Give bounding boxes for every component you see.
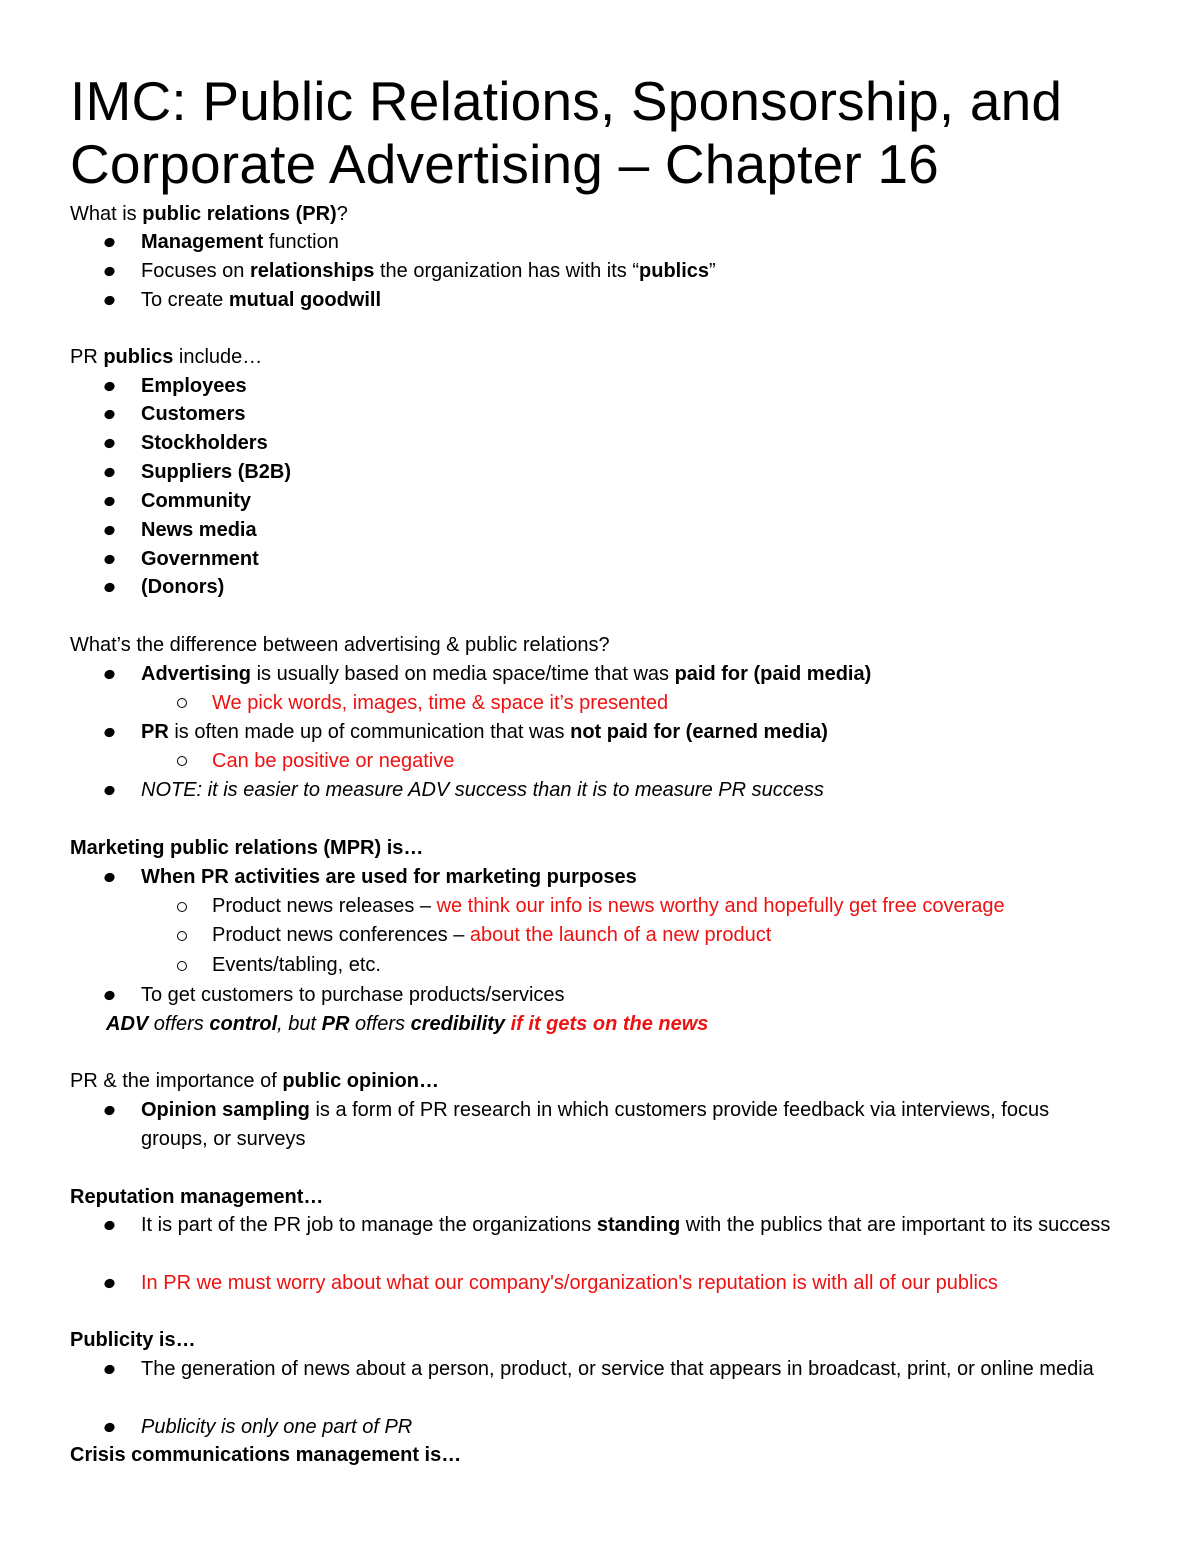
text-run: Opinion sampling <box>141 1099 310 1121</box>
bullet-icon <box>103 438 116 450</box>
text-run: What is <box>70 203 143 225</box>
text-run: standing <box>596 1214 681 1236</box>
public-opinion-heading <box>70 1067 1170 1096</box>
circle-bullet-icon <box>177 698 187 708</box>
list-item: Stockholders <box>141 432 268 454</box>
list-item: News media <box>141 519 257 541</box>
text-run: paid for (paid media) <box>674 663 872 685</box>
bullet-icon <box>103 582 116 594</box>
text-run: ? <box>336 203 348 225</box>
list-item: Government <box>141 548 259 570</box>
bullet-icon <box>103 295 116 307</box>
sub-list-item: Events/tabling, etc. <box>212 954 381 976</box>
bullet-icon <box>103 1278 116 1290</box>
bullet-icon <box>103 237 116 249</box>
bullet-icon <box>103 785 116 797</box>
text-run: is usually based on media space/time that was <box>251 663 675 685</box>
circle-bullet-icon <box>177 961 187 971</box>
list-item <box>141 286 1200 315</box>
text-run: Advertising <box>141 663 252 685</box>
list-item <box>141 718 1200 747</box>
text-run: with the publics that are important to its success <box>680 1214 1111 1236</box>
circle-bullet-icon <box>177 756 187 766</box>
page-title: IMC: Public Relations, Sponsorship, and Corporate Advertising – Chapter 16 <box>70 70 1063 195</box>
adv-vs-pr-note <box>106 1010 1200 1039</box>
mpr-heading: Marketing public relations (MPR) is… <box>70 837 424 859</box>
text-run: ” <box>709 260 716 282</box>
list-item <box>141 228 1200 257</box>
list-item: Community <box>141 490 251 512</box>
text-run: public relations (PR) <box>142 203 337 225</box>
reputation-heading: Reputation management… <box>70 1186 324 1208</box>
bullet-icon <box>103 381 116 393</box>
text-run: mutual goodwill <box>228 289 382 311</box>
publics-heading <box>70 343 1170 372</box>
bullet-icon <box>103 872 116 884</box>
text-run: about the launch of a new product <box>469 924 772 946</box>
note-item: NOTE: it is easier to measure ADV success than it is to measure PR success <box>141 779 824 801</box>
text-run: if it gets on the news <box>505 1013 709 1035</box>
bullet-icon <box>103 1364 116 1376</box>
bullet-icon <box>103 525 116 537</box>
text-run: we think our info is news worthy and hopefully get free coverage <box>436 895 1005 917</box>
text-run: PR <box>141 721 169 743</box>
list-item <box>141 1096 1121 1154</box>
bullet-icon <box>103 727 116 739</box>
text-run: not paid for (earned media) <box>570 721 828 743</box>
list-item: When PR activities are used for marketing purposes <box>141 866 637 888</box>
bullet-icon <box>103 409 116 421</box>
text-run: It is part of the PR job to manage the organizations <box>141 1214 597 1236</box>
sub-list-item: Can be positive or negative <box>212 750 455 772</box>
bullet-icon <box>103 496 116 508</box>
text-run: PR <box>70 346 104 368</box>
text-run: , but <box>277 1013 322 1035</box>
bullet-icon <box>103 1105 116 1117</box>
text-run: the organization has with its “ <box>374 260 640 282</box>
bullet-icon <box>103 1422 116 1434</box>
bullet-icon <box>103 669 116 681</box>
text-run: Management <box>141 231 264 253</box>
pr-question <box>70 200 1170 229</box>
publicity-heading: Publicity is… <box>70 1329 196 1351</box>
sub-list-item: We pick words, images, time & space it’s presented <box>212 692 669 714</box>
bullet-icon <box>103 554 116 566</box>
text-run: PR & the importance of <box>70 1070 283 1092</box>
text-run: control <box>209 1013 278 1035</box>
text-run: function <box>263 231 339 253</box>
list-item <box>141 1211 1121 1240</box>
crisis-heading: Crisis communications management is… <box>70 1444 462 1466</box>
text-run: Product news conferences – <box>212 924 470 946</box>
list-item: (Donors) <box>141 576 225 598</box>
text-run: offers <box>148 1013 210 1035</box>
text-run: publics <box>103 346 174 368</box>
text-run: include… <box>173 346 263 368</box>
text-run: offers <box>349 1013 411 1035</box>
sub-list-item <box>212 892 1200 921</box>
bullet-icon <box>103 1220 116 1232</box>
circle-bullet-icon <box>177 902 187 912</box>
bullet-icon <box>103 266 116 278</box>
note-item: Publicity is only one part of PR <box>141 1416 413 1438</box>
text-run: PR <box>321 1013 350 1035</box>
list-item <box>141 257 1200 286</box>
circle-bullet-icon <box>177 931 187 941</box>
text-run: Product news releases – <box>212 895 437 917</box>
difference-heading: What’s the difference between advertising & public relations? <box>70 634 610 656</box>
text-run: ADV <box>106 1013 149 1035</box>
text-run: To create <box>141 289 229 311</box>
text-run: is a form of PR research in which customers provide feedback via interviews, focus groups, or surveys <box>141 1099 1050 1150</box>
text-run: relationships <box>249 260 375 282</box>
list-item: To get customers to purchase products/services <box>141 984 565 1006</box>
text-run: credibility <box>410 1013 506 1035</box>
text-run: public opinion… <box>282 1070 439 1092</box>
bullet-icon <box>103 467 116 479</box>
sub-list-item <box>212 921 1200 950</box>
list-item: Customers <box>141 403 246 425</box>
text-run: Focuses on <box>141 260 250 282</box>
list-item: Employees <box>141 375 247 397</box>
text-run: is often made up of communication that was <box>168 721 571 743</box>
list-item: In PR we must worry about what our company's/organization's reputation is with all of our publics <box>141 1272 998 1294</box>
list-item: Suppliers (B2B) <box>141 461 292 483</box>
list-item <box>141 660 1200 689</box>
list-item: The generation of news about a person, product, or service that appears in broadcast, print, or online media <box>141 1358 1094 1380</box>
text-run: publics <box>639 260 710 282</box>
bullet-icon <box>103 990 116 1002</box>
